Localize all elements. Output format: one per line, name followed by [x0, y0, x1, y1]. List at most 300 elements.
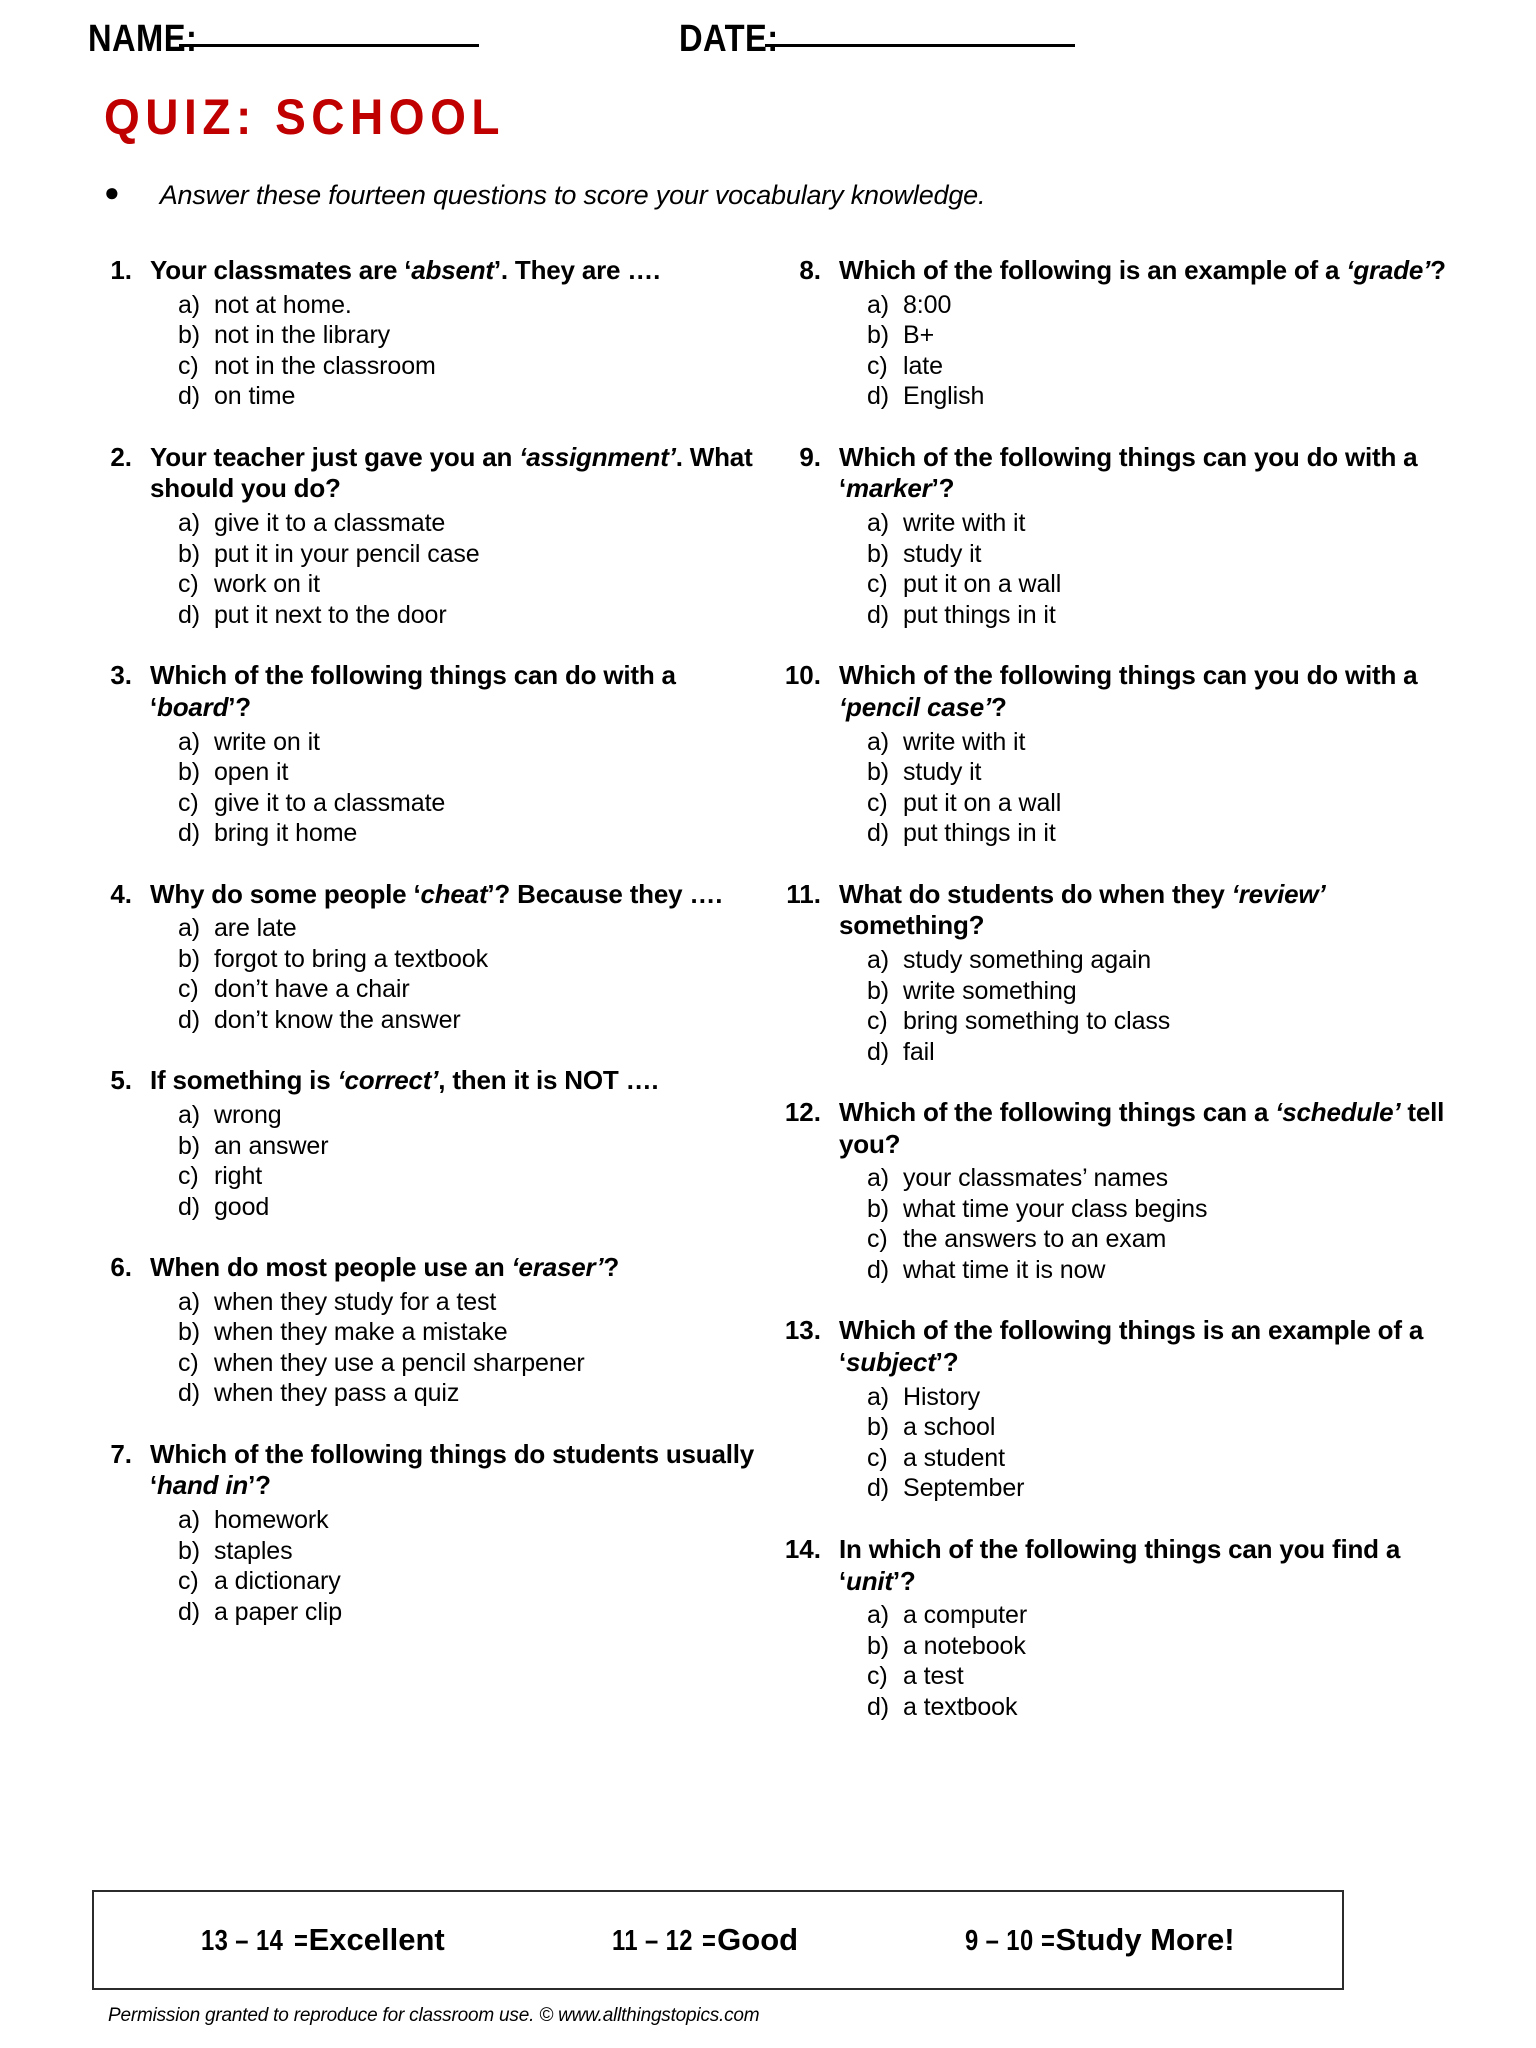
answer-option[interactable] — [178, 600, 759, 631]
question-keyword: ‘eraser’ — [511, 1252, 604, 1283]
question-body — [150, 442, 759, 630]
option-text: what time it is now — [903, 1255, 1106, 1284]
option-text: fail — [903, 1037, 935, 1066]
question-text-part: ? — [1430, 255, 1446, 285]
option-letter: b) — [867, 1413, 890, 1442]
answer-option[interactable] — [867, 976, 1448, 1007]
question-keyword: ‘review’ — [1231, 878, 1326, 909]
option-text: don’t have a chair — [214, 975, 410, 1004]
option-letter: c) — [867, 1007, 888, 1036]
question-keyword: subject — [846, 1347, 936, 1378]
questions-column-left — [88, 255, 759, 1752]
score-label: Study More! — [1055, 1922, 1235, 1957]
questions-column-right — [777, 255, 1448, 1752]
option-text: not at home. — [214, 290, 352, 319]
question-item — [777, 660, 1448, 848]
option-letter: c) — [178, 570, 199, 599]
question-body — [150, 255, 759, 412]
option-text: wrong — [214, 1101, 282, 1130]
option-letter: b) — [178, 1318, 201, 1347]
question-body — [839, 1097, 1448, 1285]
option-letter: b) — [178, 944, 201, 973]
option-letter: d) — [178, 1379, 201, 1408]
option-letter: a) — [867, 727, 890, 756]
question-keyword: ‘assignment’ — [519, 441, 676, 472]
question-body — [150, 1065, 759, 1222]
option-text: right — [214, 1162, 263, 1191]
option-letter: b) — [867, 976, 890, 1005]
option-text: put things in it — [903, 600, 1056, 629]
option-letter: a) — [178, 509, 201, 538]
page-title: QUIZ: SCHOOL — [104, 89, 506, 145]
question-body — [150, 660, 759, 848]
question-text-part: something? — [839, 910, 985, 941]
name-field-group — [88, 18, 479, 61]
score-key-item — [965, 1922, 1235, 1958]
answer-options — [150, 1287, 759, 1409]
option-letter: b) — [178, 1536, 201, 1565]
question-item — [88, 255, 759, 412]
question-body — [839, 255, 1448, 412]
question-text-part: Which of the following things can you do with a ‘ — [839, 441, 1418, 504]
question-number: 13. — [784, 1315, 821, 1346]
score-label: Excellent — [308, 1922, 445, 1957]
option-text: when they make a mistake — [214, 1318, 508, 1347]
option-letter: a) — [178, 914, 201, 943]
answer-options — [839, 1163, 1448, 1285]
option-letter: b) — [178, 1131, 201, 1160]
question-text — [150, 255, 759, 287]
question-text-part: ? — [603, 1252, 620, 1283]
score-range: 9 – 10 — [964, 1925, 1034, 1957]
answer-option[interactable] — [178, 1192, 759, 1223]
option-text: put it in your pencil case — [214, 539, 480, 568]
question-text-part: Why do some people ‘ — [150, 878, 421, 909]
option-letter: d) — [867, 1692, 890, 1721]
option-letter: d) — [867, 600, 890, 629]
answer-option[interactable] — [867, 1382, 1448, 1413]
option-letter: d) — [867, 1255, 890, 1284]
option-text: good — [214, 1192, 270, 1221]
question-item — [777, 1534, 1448, 1722]
question-text — [839, 660, 1448, 723]
answer-option[interactable] — [867, 1224, 1448, 1255]
answer-option[interactable] — [867, 1661, 1448, 1692]
question-text-part: ’? Because they …. — [487, 878, 723, 909]
answer-option[interactable] — [867, 508, 1448, 539]
option-text: give it to a classmate — [214, 509, 446, 538]
answer-options — [839, 727, 1448, 849]
question-number: 6. — [110, 1252, 132, 1283]
option-letter: b) — [178, 539, 201, 568]
answer-option[interactable] — [867, 1163, 1448, 1194]
questions-columns — [88, 255, 1448, 1752]
option-text: when they use a pencil sharpener — [214, 1348, 585, 1377]
option-text: write with it — [903, 509, 1026, 538]
answer-option[interactable] — [867, 1692, 1448, 1723]
score-equals-sign: = — [702, 1925, 717, 1957]
question-text-part: Which of the following things can do with a ‘ — [150, 660, 676, 722]
answer-option[interactable] — [867, 1194, 1448, 1225]
question-text-part: In which of the following things can you find a ‘ — [839, 1533, 1401, 1596]
question-text-part: Your classmates are ‘ — [150, 255, 412, 285]
answer-option[interactable] — [178, 913, 759, 944]
answer-option[interactable] — [178, 1005, 759, 1036]
answer-option[interactable] — [867, 1631, 1448, 1662]
question-number: 1. — [110, 255, 132, 285]
option-text: late — [903, 351, 943, 380]
option-letter: c) — [867, 570, 888, 599]
answer-option[interactable] — [178, 290, 759, 321]
option-text: work on it — [214, 570, 320, 599]
answer-option[interactable] — [867, 1412, 1448, 1443]
option-text: an answer — [214, 1131, 329, 1160]
question-text-part: ’? — [248, 1470, 271, 1501]
answer-options — [839, 1382, 1448, 1504]
option-letter: d) — [178, 382, 201, 411]
option-text: open it — [214, 758, 289, 787]
question-text — [150, 442, 759, 505]
option-text: a school — [903, 1413, 996, 1442]
option-text: a paper clip — [214, 1597, 343, 1626]
question-text — [150, 1439, 759, 1502]
question-item — [777, 255, 1448, 412]
option-text: when they study for a test — [214, 1287, 497, 1316]
option-text: on time — [214, 382, 296, 411]
question-text-part: ? — [991, 691, 1007, 722]
option-text: staples — [214, 1536, 293, 1565]
answer-option[interactable] — [178, 818, 759, 849]
question-number: 12. — [784, 1097, 821, 1128]
answer-options — [839, 1600, 1448, 1722]
option-text: put things in it — [903, 819, 1056, 848]
option-text: put it on a wall — [903, 788, 1062, 817]
question-keyword: ‘schedule’ — [1275, 1097, 1401, 1128]
option-letter: c) — [178, 351, 199, 380]
bullet-icon: ● — [104, 177, 120, 207]
answer-option[interactable] — [178, 1131, 759, 1162]
option-letter: c) — [867, 1443, 888, 1472]
date-write-line[interactable] — [765, 43, 1075, 47]
option-letter: d) — [178, 819, 201, 848]
option-letter: c) — [178, 1348, 199, 1377]
date-field-group — [679, 18, 1075, 61]
option-text: write with it — [903, 727, 1026, 756]
name-label: NAME: — [88, 18, 198, 60]
question-text-part: ’? — [931, 473, 955, 504]
question-keyword: absent — [411, 255, 494, 285]
option-letter: b) — [867, 1631, 890, 1660]
answer-option[interactable] — [867, 1600, 1448, 1631]
option-letter: c) — [178, 1567, 199, 1596]
answer-option[interactable] — [178, 757, 759, 788]
question-item — [88, 660, 759, 848]
question-text-part: Your teacher just gave you an — [150, 441, 520, 472]
answer-option[interactable] — [867, 351, 1448, 382]
answer-option[interactable] — [867, 600, 1448, 631]
question-number: 5. — [110, 1065, 132, 1096]
option-letter: a) — [867, 1601, 890, 1630]
question-keyword: marker — [846, 473, 932, 504]
question-text — [839, 442, 1448, 505]
option-letter: d) — [178, 1192, 201, 1221]
question-text — [839, 1534, 1448, 1597]
answer-option[interactable] — [178, 539, 759, 570]
option-text: your classmates’ names — [903, 1164, 1169, 1193]
option-letter: d) — [178, 1597, 201, 1626]
question-text-part: ’? — [892, 1565, 916, 1596]
question-number: 3. — [110, 660, 132, 691]
option-text: the answers to an exam — [903, 1225, 1167, 1254]
option-letter: d) — [867, 1474, 890, 1503]
answer-option[interactable] — [867, 539, 1448, 570]
question-text — [839, 1097, 1448, 1160]
answer-options — [839, 508, 1448, 630]
answer-option[interactable] — [178, 1100, 759, 1131]
answer-option[interactable] — [178, 1505, 759, 1536]
answer-option[interactable] — [178, 508, 759, 539]
option-letter: d) — [867, 819, 890, 848]
answer-option[interactable] — [178, 1348, 759, 1379]
answer-option[interactable] — [178, 351, 759, 382]
question-text-part: Which of the following things do students usually ‘ — [150, 1438, 755, 1501]
answer-option[interactable] — [178, 727, 759, 758]
answer-options — [150, 1505, 759, 1627]
question-keyword: ‘pencil case’ — [839, 691, 992, 722]
answer-option[interactable] — [867, 320, 1448, 351]
question-body — [839, 442, 1448, 630]
answer-option[interactable] — [178, 944, 759, 975]
question-number: 14. — [784, 1533, 821, 1564]
question-number: 4. — [110, 878, 132, 909]
answer-option[interactable] — [178, 1161, 759, 1192]
score-equals-sign: = — [1040, 1925, 1055, 1957]
answer-option[interactable] — [178, 974, 759, 1005]
option-text: put it on a wall — [903, 570, 1062, 599]
question-text-part: ’. They are …. — [493, 255, 661, 285]
question-item — [88, 1439, 759, 1627]
question-body — [839, 660, 1448, 848]
footer-credit: Permission granted to reproduce for classroom use. © www.allthingstopics.com — [108, 2005, 760, 2026]
option-letter: b) — [867, 1194, 890, 1223]
option-letter: c) — [178, 788, 199, 817]
option-letter: c) — [867, 1225, 888, 1254]
question-item — [777, 879, 1448, 1067]
option-letter: d) — [867, 382, 890, 411]
name-write-line[interactable] — [179, 43, 479, 47]
option-letter: b) — [867, 539, 890, 568]
question-text — [150, 1065, 759, 1097]
question-text-part: . What should you do? — [150, 441, 753, 504]
option-letter: d) — [178, 600, 201, 629]
option-letter: a) — [867, 946, 890, 975]
option-letter: c) — [178, 1162, 199, 1191]
option-letter: b) — [867, 758, 890, 787]
option-text: what time your class begins — [903, 1194, 1208, 1223]
score-key-item — [612, 1922, 799, 1958]
answer-option[interactable] — [867, 381, 1448, 412]
option-letter: a) — [178, 290, 201, 319]
answer-option[interactable] — [178, 1287, 759, 1318]
answer-options — [150, 727, 759, 849]
answer-option[interactable] — [178, 1378, 759, 1409]
option-letter: a) — [178, 1287, 201, 1316]
option-letter: b) — [178, 758, 201, 787]
score-key-box — [92, 1890, 1344, 1990]
question-keyword: cheat — [420, 878, 488, 909]
option-text: don’t know the answer — [214, 1005, 461, 1034]
option-letter: b) — [867, 321, 890, 350]
answer-option[interactable] — [867, 1443, 1448, 1474]
answer-options — [839, 945, 1448, 1067]
answer-option[interactable] — [867, 1037, 1448, 1068]
answer-options — [150, 508, 759, 630]
option-text: B+ — [903, 321, 935, 350]
option-text: a computer — [903, 1601, 1028, 1630]
question-number: 7. — [110, 1438, 132, 1469]
option-letter: a) — [867, 1164, 890, 1193]
option-letter: d) — [178, 1005, 201, 1034]
option-text: bring it home — [214, 819, 358, 848]
question-item — [777, 1097, 1448, 1285]
question-keyword: ‘grade’ — [1346, 255, 1431, 285]
question-text-part: , then it is NOT …. — [438, 1065, 659, 1096]
option-text: a notebook — [903, 1631, 1026, 1660]
option-text: write on it — [214, 727, 320, 756]
question-text-part: Which of the following is an example of a — [839, 255, 1347, 285]
question-text-part: Which of the following things is an example of a ‘ — [839, 1315, 1424, 1378]
question-body — [839, 879, 1448, 1067]
answer-option[interactable] — [178, 320, 759, 351]
question-item — [777, 442, 1448, 630]
answer-option[interactable] — [178, 381, 759, 412]
answer-option[interactable] — [178, 1317, 759, 1348]
instruction-row — [104, 177, 986, 211]
question-text — [839, 879, 1448, 942]
option-text: September — [903, 1474, 1025, 1503]
answer-options — [839, 290, 1448, 412]
question-item — [88, 1252, 759, 1409]
question-keyword: unit — [846, 1565, 893, 1596]
question-text — [150, 879, 759, 911]
option-text: write something — [903, 976, 1077, 1005]
option-letter: c) — [178, 975, 199, 1004]
instruction-text: Answer these fourteen questions to score your vocabulary knowledge. — [159, 180, 986, 210]
option-text: when they pass a quiz — [214, 1379, 460, 1408]
question-keyword: board — [157, 691, 229, 722]
option-text: study something again — [903, 946, 1152, 975]
option-text: forgot to bring a textbook — [214, 944, 488, 973]
score-label: Good — [717, 1922, 799, 1957]
question-body — [839, 1315, 1448, 1503]
option-text: a test — [903, 1662, 964, 1691]
question-keyword: ‘correct’ — [337, 1065, 439, 1096]
answer-option[interactable] — [867, 1255, 1448, 1286]
question-keyword: hand in — [157, 1470, 249, 1501]
answer-option[interactable] — [178, 1597, 759, 1628]
option-letter: c) — [867, 351, 888, 380]
option-text: give it to a classmate — [214, 788, 446, 817]
answer-option[interactable] — [867, 727, 1448, 758]
question-text-part: Which of the following things can a — [839, 1097, 1276, 1128]
option-letter: a) — [867, 509, 890, 538]
answer-option[interactable] — [867, 945, 1448, 976]
question-number: 8. — [799, 255, 821, 285]
answer-option[interactable] — [867, 1006, 1448, 1037]
option-letter: c) — [867, 1662, 888, 1691]
answer-option[interactable] — [178, 788, 759, 819]
question-number: 10. — [784, 660, 821, 691]
question-item — [88, 442, 759, 630]
option-text: study it — [903, 758, 982, 787]
date-label: DATE: — [679, 18, 779, 60]
option-letter: a) — [867, 1382, 890, 1411]
answer-option[interactable] — [867, 818, 1448, 849]
answer-options — [150, 290, 759, 412]
question-text — [839, 1315, 1448, 1378]
score-key-item — [201, 1922, 444, 1958]
question-text — [150, 660, 759, 723]
answer-option[interactable] — [867, 1473, 1448, 1504]
question-number: 11. — [786, 878, 821, 909]
question-text-part: When do most people use an — [150, 1252, 512, 1283]
option-text: study it — [903, 539, 982, 568]
question-body — [150, 1439, 759, 1627]
answer-option[interactable] — [178, 1536, 759, 1567]
question-number: 2. — [110, 441, 132, 472]
option-text: are late — [214, 914, 297, 943]
option-text: English — [903, 382, 985, 411]
answer-options — [150, 1100, 759, 1222]
score-range: 13 – 14 — [201, 1925, 284, 1957]
answer-option[interactable] — [867, 569, 1448, 600]
question-text-part: ’? — [228, 691, 251, 722]
name-date-row — [88, 18, 1428, 61]
option-text: History — [903, 1382, 981, 1411]
option-letter: a) — [178, 727, 201, 756]
question-text-part: tell you? — [839, 1097, 1445, 1159]
question-text-part: What do students do when they — [839, 878, 1232, 909]
question-text-part: If something is — [150, 1065, 338, 1096]
answer-option[interactable] — [867, 290, 1448, 321]
option-text: 8:00 — [903, 290, 952, 319]
question-item — [777, 1315, 1448, 1503]
option-text: a student — [903, 1443, 1005, 1472]
answer-option[interactable] — [178, 569, 759, 600]
option-letter: c) — [867, 788, 888, 817]
option-text: not in the library — [214, 321, 391, 350]
option-text: homework — [214, 1506, 329, 1535]
option-letter: a) — [178, 1101, 201, 1130]
option-letter: a) — [867, 290, 890, 319]
option-text: put it next to the door — [214, 600, 447, 629]
answer-option[interactable] — [178, 1566, 759, 1597]
question-text-part: ’? — [935, 1347, 959, 1378]
question-item — [88, 1065, 759, 1222]
answer-option[interactable] — [867, 788, 1448, 819]
option-text: a textbook — [903, 1692, 1018, 1721]
option-letter: a) — [178, 1506, 201, 1535]
answer-option[interactable] — [867, 757, 1448, 788]
answer-options — [150, 913, 759, 1035]
option-text: a dictionary — [214, 1567, 341, 1596]
question-text-part: Which of the following things can you do with a — [839, 660, 1418, 691]
option-letter: d) — [867, 1037, 890, 1066]
option-text: not in the classroom — [214, 351, 436, 380]
score-equals-sign: = — [293, 1925, 308, 1957]
score-range: 11 – 12 — [611, 1925, 693, 1957]
question-text — [839, 255, 1448, 287]
